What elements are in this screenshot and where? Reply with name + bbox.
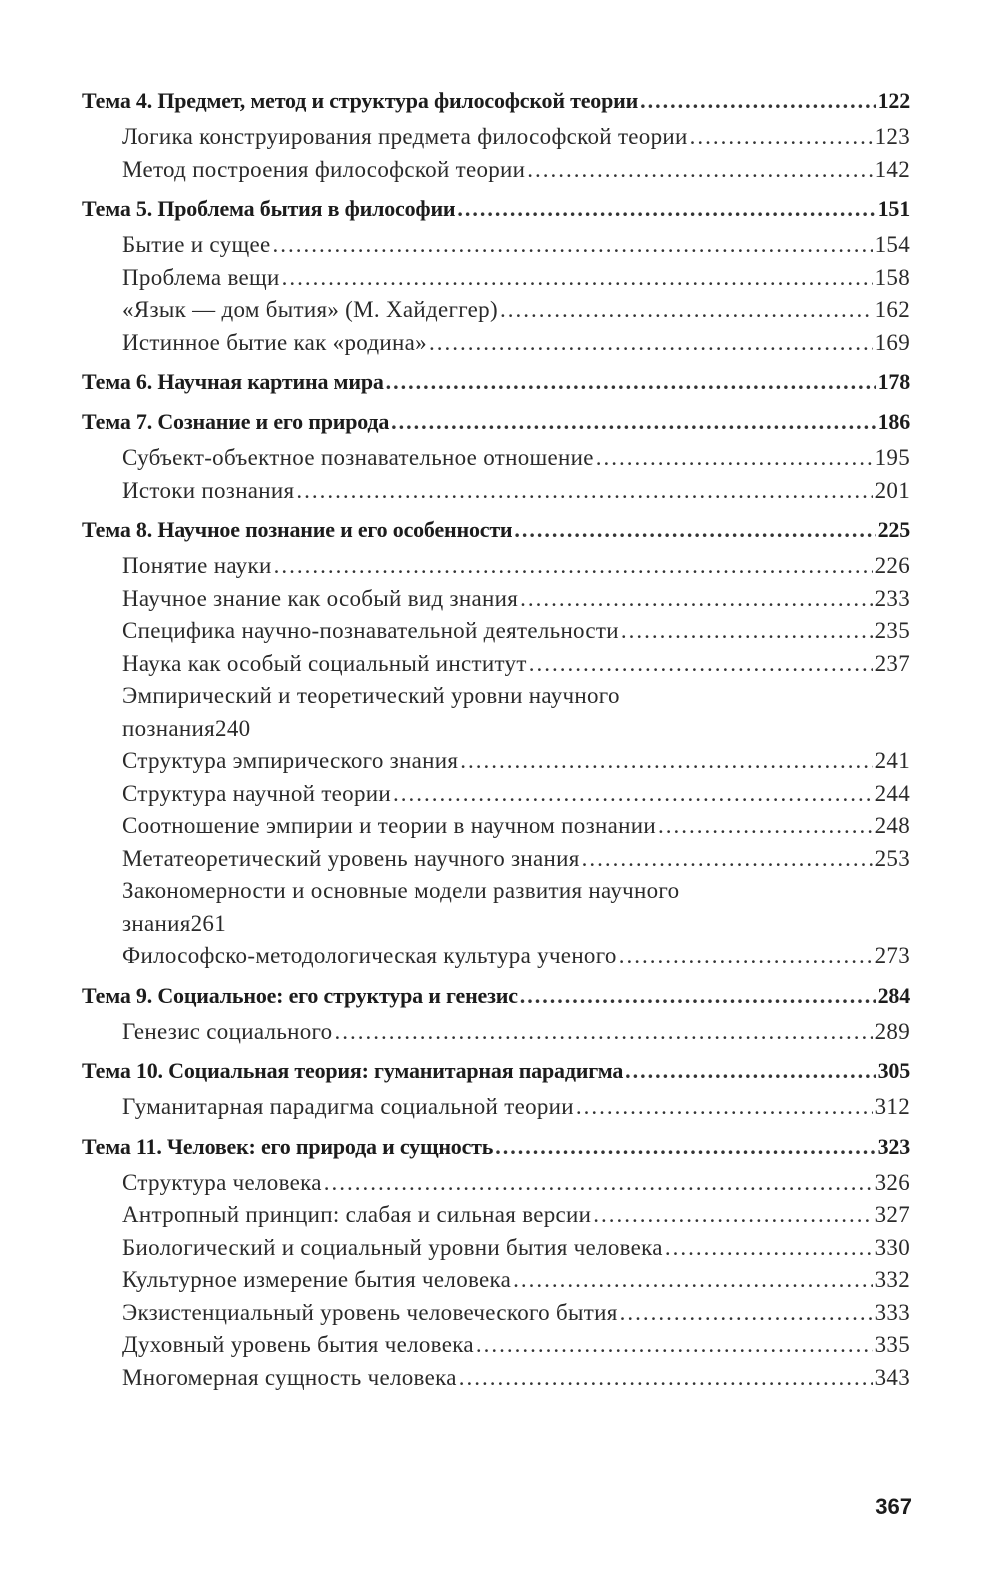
dot-leader [459, 1362, 873, 1395]
dot-leader [621, 615, 873, 648]
toc-entry [82, 1297, 910, 1330]
entry-title: Метатеоретический уровень научного знания [122, 845, 580, 871]
entry-page: 169 [874, 329, 910, 355]
toc-entry [82, 1362, 910, 1395]
dot-leader [665, 1232, 873, 1265]
dot-leader [576, 1091, 873, 1124]
toc-topic [82, 405, 910, 507]
entry-page: 241 [874, 748, 910, 773]
entry-title: Культурное измерение бытия человека [122, 1267, 512, 1292]
entry-title: «Язык — дом бытия» (М. Хайдеггер) [122, 297, 498, 322]
entry-page: 289 [874, 1018, 910, 1044]
entry-page: 312 [874, 1094, 910, 1119]
page-number: 367 [875, 1494, 912, 1519]
entry-page: 330 [874, 1234, 910, 1260]
entry-title-line1: Закономерности и основные модели развития научного [122, 878, 680, 903]
entry-title: Духовный уровень бытия человека [122, 1332, 474, 1357]
dot-leader [582, 843, 873, 876]
toc-entry [82, 229, 910, 262]
entry-title-line2-row [122, 908, 910, 941]
topic-page: 122 [877, 88, 910, 113]
dot-leader [625, 1054, 875, 1088]
entry-title: Многомерная сущность человека [122, 1364, 457, 1390]
toc-entry [82, 1264, 910, 1297]
entry-page: 237 [874, 650, 910, 676]
dot-leader [495, 1130, 875, 1164]
entry-title: Структура эмпирического знания [122, 748, 459, 773]
topic-title: Тема 11. Человек: его природа и сущность [82, 1133, 494, 1159]
toc-entry [82, 940, 910, 973]
dot-leader [282, 262, 873, 295]
toc-entry [82, 550, 910, 583]
topic-page: 186 [877, 409, 910, 434]
topic-title: Тема 6. Научная картина мира [82, 369, 384, 394]
topic-heading [82, 84, 910, 118]
topic-heading [82, 979, 910, 1013]
dot-leader [391, 405, 875, 439]
topic-title: Тема 5. Проблема бытия в философии [82, 196, 456, 221]
toc-topic [82, 192, 910, 359]
entry-page: 123 [874, 124, 910, 149]
dot-leader [393, 778, 873, 811]
entry-title: Наука как особый социальный институт [122, 650, 527, 676]
topic-heading [82, 365, 910, 399]
dot-leader [334, 1016, 872, 1049]
dot-leader [296, 475, 872, 508]
toc-entry [82, 843, 910, 876]
toc-topic [82, 1130, 910, 1395]
dot-leader [640, 84, 876, 118]
toc-entry [82, 810, 910, 843]
toc-entry [82, 327, 910, 360]
toc-topic [82, 365, 910, 399]
entry-title: знания [122, 910, 191, 936]
dot-leader [457, 192, 875, 226]
entry-title: Соотношение эмпирии и теории в научном познании [122, 813, 656, 838]
dot-leader [514, 513, 875, 547]
topic-title: Тема 7. Сознание и его природа [82, 409, 390, 434]
toc-entry [82, 745, 910, 778]
entry-title: Субъект-объектное познавательное отношение [122, 445, 594, 470]
dot-leader [274, 550, 873, 583]
toc-topic [82, 1054, 910, 1124]
topic-heading [82, 405, 910, 439]
entry-title: Специфика научно-познавательной деятельности [122, 618, 619, 643]
toc-entry [82, 1232, 910, 1265]
dot-leader [619, 940, 873, 973]
dot-leader [529, 648, 873, 681]
toc-entry [82, 615, 910, 648]
entry-title: Гуманитарная парадигма социальной теории [122, 1094, 574, 1119]
entry-page: 335 [874, 1332, 910, 1357]
toc-entry [82, 648, 910, 681]
topic-page: 284 [877, 982, 910, 1008]
entry-page: 226 [874, 553, 910, 578]
entry-page: 162 [874, 297, 910, 322]
dot-leader [596, 442, 873, 475]
dot-leader [520, 583, 872, 616]
entry-page: 326 [874, 1169, 910, 1195]
dot-leader [500, 294, 873, 327]
entry-title: Понятие науки [122, 553, 272, 578]
toc-entry [82, 1167, 910, 1200]
entry-title: Логика конструирования предмета философской теории [122, 124, 688, 149]
entry-page: 253 [874, 845, 910, 871]
toc-entry [82, 475, 910, 508]
entry-title: Генезис социального [122, 1018, 333, 1044]
entry-page: 244 [874, 780, 910, 806]
topic-page: 178 [877, 369, 910, 394]
topic-page: 151 [877, 196, 910, 221]
entry-page: 332 [874, 1267, 910, 1292]
toc-entry [82, 778, 910, 811]
dot-leader [476, 1329, 873, 1362]
entry-title: познания [122, 715, 216, 741]
dot-leader [658, 810, 873, 843]
entry-page: 273 [874, 943, 910, 968]
dot-leader [593, 1199, 872, 1232]
dot-leader [520, 979, 876, 1013]
entry-title: Научное знание как особый вид знания [122, 585, 519, 611]
entry-title-line2-row [122, 713, 910, 746]
entry-page: 327 [874, 1202, 910, 1227]
toc-entry [82, 1199, 910, 1232]
toc-entry [82, 583, 910, 616]
toc-entry-wrapped [82, 680, 910, 745]
entry-title: Истоки познания [122, 477, 295, 503]
topic-heading [82, 513, 910, 547]
entry-title: Бытие и сущее [122, 232, 271, 257]
dot-leader [324, 1167, 873, 1200]
topic-title: Тема 4. Предмет, метод и структура философской теории [82, 88, 639, 113]
entry-title: Метод построения философской теории [122, 156, 526, 182]
toc-topic [82, 979, 910, 1049]
dot-leader [513, 1264, 872, 1297]
toc-entry [82, 262, 910, 295]
dot-leader [527, 154, 872, 187]
entry-page: 235 [874, 618, 910, 643]
toc-entry [82, 1016, 910, 1049]
dot-leader [690, 121, 873, 154]
entry-page: 195 [874, 445, 910, 470]
entry-title: Антропный принцип: слабая и сильная версии [122, 1202, 592, 1227]
topic-heading [82, 1054, 910, 1088]
entry-title: Философско-методологическая культура ученого [122, 943, 617, 968]
entry-title: Структура человека [122, 1169, 322, 1195]
dot-leader [272, 229, 872, 262]
table-of-contents [82, 84, 910, 1400]
entry-page: 142 [874, 156, 910, 182]
entry-title: Биологический и социальный уровни бытия человека [122, 1234, 663, 1260]
dot-leader [620, 1297, 873, 1330]
entry-page: 233 [874, 585, 910, 611]
entry-page: 261 [190, 910, 227, 936]
topic-page: 323 [877, 1133, 910, 1159]
topic-heading [82, 192, 910, 226]
entry-page: 248 [874, 813, 910, 838]
entry-page: 343 [874, 1364, 910, 1390]
topic-title: Тема 9. Социальное: его структура и генезис [82, 982, 518, 1008]
toc-topic [82, 513, 910, 973]
entry-title: Проблема вещи [122, 264, 280, 290]
toc-topic [82, 84, 910, 186]
entry-page: 158 [874, 264, 910, 290]
toc-entry [82, 442, 910, 475]
entry-title: Структура научной теории [122, 780, 392, 806]
toc-entry [82, 154, 910, 187]
entry-page: 201 [874, 477, 910, 503]
topic-heading [82, 1130, 910, 1164]
dot-leader [429, 327, 873, 360]
entry-page: 240 [215, 715, 251, 741]
topic-title: Тема 10. Социальная теория: гуманитарная парадигма [82, 1058, 624, 1083]
toc-entry [82, 1329, 910, 1362]
topic-page: 225 [877, 517, 910, 542]
entry-page: 154 [874, 232, 910, 257]
entry-page: 333 [874, 1299, 910, 1325]
toc-entry [82, 1091, 910, 1124]
dot-leader [460, 745, 872, 778]
topic-page: 305 [877, 1058, 910, 1083]
toc-entry [82, 294, 910, 327]
topic-title: Тема 8. Научное познание и его особенности [82, 517, 513, 542]
toc-entry-wrapped [82, 875, 910, 940]
dot-leader [386, 365, 876, 399]
entry-title-line1: Эмпирический и теоретический уровни научного [122, 683, 620, 708]
entry-title: Истинное бытие как «родина» [122, 329, 427, 355]
entry-title: Экзистенциальный уровень человеческого бытия [122, 1299, 618, 1325]
toc-entry [82, 121, 910, 154]
